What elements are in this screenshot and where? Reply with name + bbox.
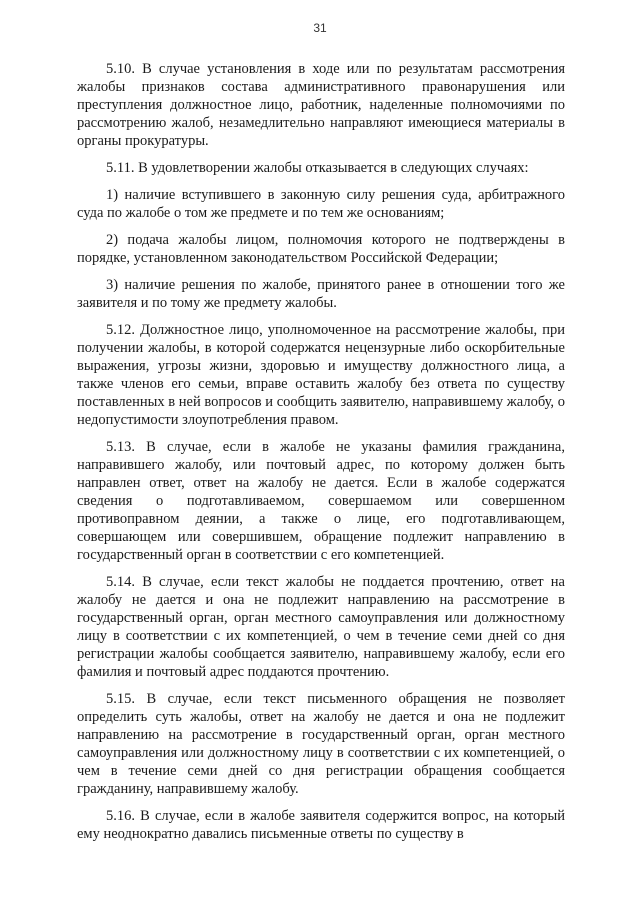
paragraph-5-16: 5.16. В случае, если в жалобе заявителя содержится вопрос, на который ему неоднократно давались письменные ответы по существу в xyxy=(77,808,565,842)
list-item-1: 1) наличие вступившего в законную силу решения суда, арбитражного суда по жалобе о том же предмете и по тем же основаниям; xyxy=(77,187,565,221)
paragraph-5-11: 5.11. В удовлетворении жалобы отказывается в следующих случаях: xyxy=(106,160,529,176)
paragraph-5-15: 5.15. В случае, если текст письменного обращения не позволяет определить суть жалобы, ответ на жалобу не дается и она не подлежит направлению на рассмотрение в государственный орган, орган местного самоуправления или должностному лицу в соответствии с их компетенцией, о чем в течение семи дней со дня регистрации обращения сообщается гражданину, направившему жалобу. xyxy=(77,691,565,797)
paragraph-5-14: 5.14. В случае, если текст жалобы не поддается прочтению, ответ на жалобу не дается и она не подлежит направлению на рассмотрение в государственный орган, орган местного самоуправления или должностному лицу в соответствии с их компетенцией, о чем в течение семи дней со дня регистрации жалобы сообщается заявителю, направившему жалобу, если его фамилия и почтовый адрес поддаются прочтению. xyxy=(77,574,565,680)
paragraph-5-12: 5.12. Должностное лицо, уполномоченное на рассмотрение жалобы, при получении жалобы, в которой содержатся нецензурные либо оскорбительные выражения, угрозы жизни, здоровью и имуществу должностного лица, а также членов его семьи, вправе оставить жалобу без ответа по существу поставленных в ней вопросов и сообщить заявителю, направившему жалобу, о недопустимости злоупотребления правом. xyxy=(77,322,565,428)
paragraph-5-13: 5.13. В случае, если в жалобе не указаны фамилия гражданина, направившего жалобу, или почтовый адрес, по которому должен быть направлен ответ, ответ на жалобу не дается. Если в жалобе содержатся сведения о подготавливаемом, совершаемом или совершенном противоправном деянии, а также о лице, его подготавливающем, совершающем или совершившем, обращение подлежит направлению в государственный орган в соответствии с его компетенцией. xyxy=(77,439,565,563)
list-item-3: 3) наличие решения по жалобе, принятого ранее в отношении того же заявителя и по тому же предмету жалобы. xyxy=(77,277,565,311)
list-item-2: 2) подача жалобы лицом, полномочия которого не подтверждены в порядке, установленном законодательством Российской Федерации; xyxy=(77,232,565,266)
document-body xyxy=(77,60,565,852)
paragraph-5-10: 5.10. В случае установления в ходе или по результатам рассмотрения жалобы признаков состава административного правонарушения или преступления должностное лицо, работник, наделенные полномочиями по рассмотрению жалоб, незамедлительно направляют имеющиеся материалы в органы прокуратуры. xyxy=(77,61,565,149)
page-number: 31 xyxy=(313,21,327,35)
